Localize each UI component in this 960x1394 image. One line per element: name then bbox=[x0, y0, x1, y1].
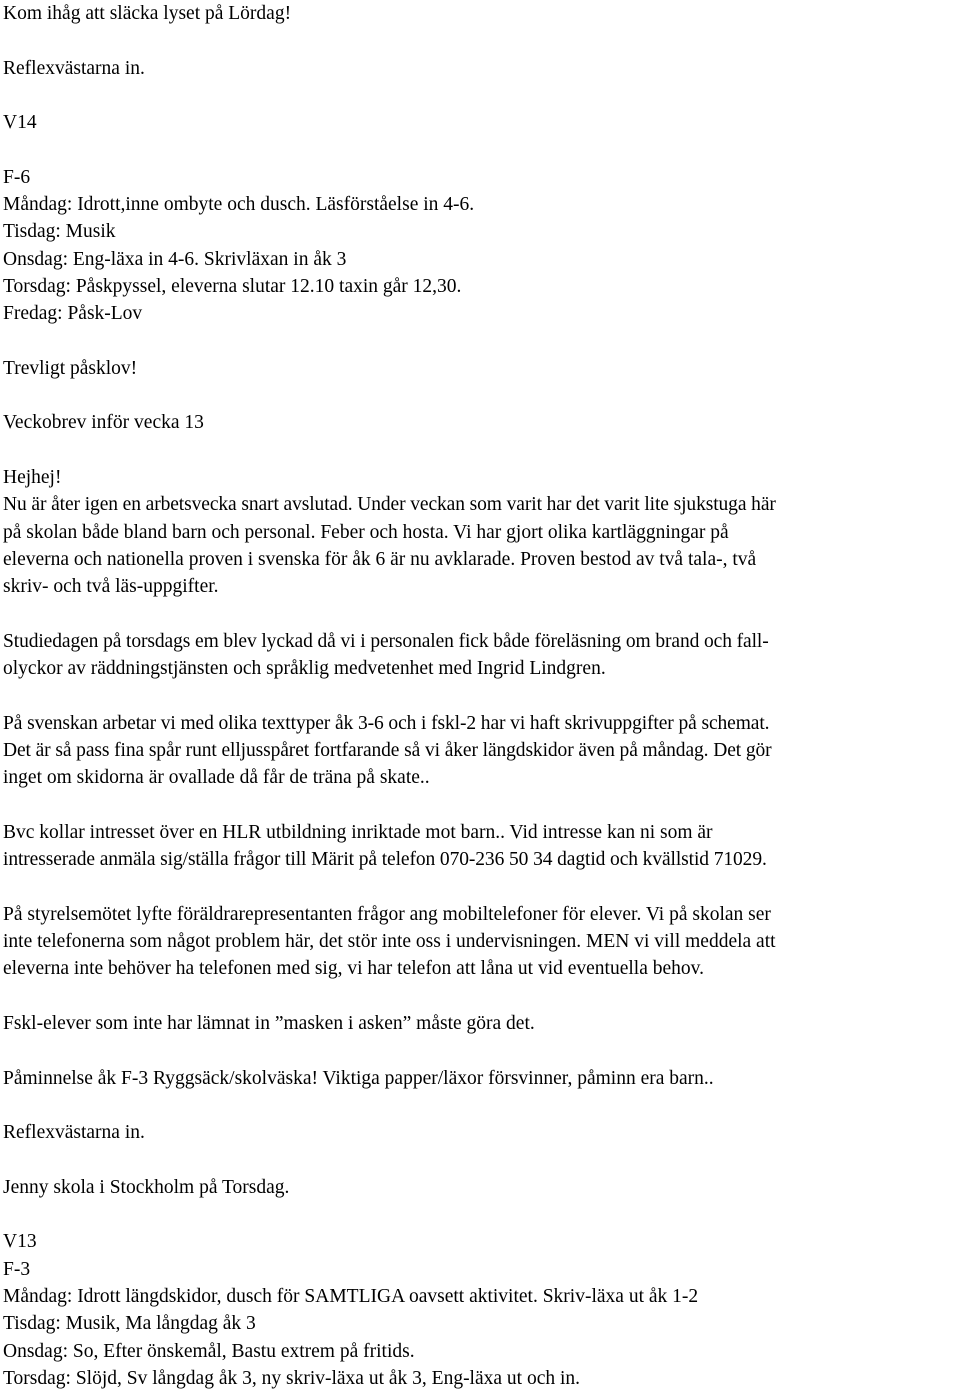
paragraph-line: På styrelsemötet lyfte föräldrarepresentanten frågor ang mobiltelefoner för elever. Vi på skolan ser bbox=[3, 903, 771, 925]
paragraph-line: Påminnelse åk F-3 Ryggsäck/skolväska! Viktiga papper/läxor försvinner, påminn era barn.. bbox=[3, 1067, 714, 1089]
reminder-line: Reflexvästarna in. bbox=[3, 57, 145, 79]
paragraph-line: skriv- och två läs-uppgifter. bbox=[3, 576, 219, 598]
group-heading: F-6 bbox=[3, 166, 31, 188]
schedule-line: Måndag: Idrott,inne ombyte och dusch. Läsförståelse in 4-6. bbox=[3, 194, 475, 216]
paragraph-line: eleverna inte behöver ha telefonen med sig, vi har telefon att låna ut vid eventuella behov. bbox=[3, 958, 705, 980]
paragraph-line: på skolan både bland barn och personal. Feber och hosta. Vi har gjort olika kartläggningar på bbox=[3, 521, 729, 543]
week-heading: V13 bbox=[3, 1231, 37, 1253]
paragraph-line: På svenskan arbetar vi med olika texttyper åk 3-6 och i fskl-2 har vi haft skrivuppgifter på schemat. bbox=[3, 712, 770, 734]
blank-line bbox=[3, 1092, 960, 1119]
paragraph-line: intresserade anmäla sig/ställa frågor till Märit på telefon 070-236 50 34 dagtid och kvällstid 71029. bbox=[3, 849, 767, 871]
schedule-line: Fredag: Påsk-Lov bbox=[3, 303, 143, 325]
blank-line bbox=[3, 437, 960, 464]
paragraph-line: Det är så pass fina spår runt elljusspåret fortfarande så vi åker längdskidor även på måndag. Det gör bbox=[3, 740, 772, 762]
blank-line bbox=[3, 1201, 960, 1228]
document-body bbox=[3, 0, 960, 1392]
blank-line bbox=[3, 682, 960, 709]
reminder-line: Kom ihåg att släcka lyset på Lördag! bbox=[3, 3, 292, 24]
blank-line bbox=[3, 328, 960, 355]
paragraph-line: Bvc kollar intresset över en HLR utbildning inriktade mot barn.. Vid intresse kan ni som är bbox=[3, 821, 713, 843]
blank-line bbox=[3, 1037, 960, 1064]
schedule-line: Torsdag: Påskpyssel, eleverna slutar 12.10 taxin går 12,30. bbox=[3, 275, 462, 297]
paragraph-line: Nu är åter igen en arbetsvecka snart avslutad. Under veckan som varit har det varit lite sjukstuga här bbox=[3, 494, 776, 516]
schedule-line: Tisdag: Musik, Ma långdag åk 3 bbox=[3, 1313, 256, 1335]
blank-line bbox=[3, 27, 960, 54]
blank-line bbox=[3, 983, 960, 1010]
blank-line bbox=[3, 382, 960, 409]
blank-line bbox=[3, 1146, 960, 1173]
blank-line bbox=[3, 601, 960, 628]
greeting-line: Trevligt påsklov! bbox=[3, 357, 138, 379]
paragraph-line: olyckor av räddningstjänsten och språklig medvetenhet med Ingrid Lindgren. bbox=[3, 658, 606, 680]
schedule-line: Måndag: Idrott längdskidor, dusch för SAMTLIGA oavsett aktivitet. Skriv-läxa ut åk 1-2 bbox=[3, 1285, 699, 1307]
week-heading: V14 bbox=[3, 112, 37, 134]
paragraph-line: Jenny skola i Stockholm på Torsdag. bbox=[3, 1176, 290, 1198]
paragraph-line: inte telefonerna som något problem här, det stör inte oss i undervisningen. MEN vi vill meddela att bbox=[3, 931, 776, 953]
paragraph-line: inget om skidorna är ovallade då får de träna på skate.. bbox=[3, 767, 430, 789]
paragraph-line: Fskl-elever som inte har lämnat in ”masken i asken” måste göra det. bbox=[3, 1012, 535, 1034]
blank-line bbox=[3, 136, 960, 163]
greeting-line: Hejhej! bbox=[3, 467, 62, 489]
schedule-line: Onsdag: So, Efter önskemål, Bastu extrem på fritids. bbox=[3, 1340, 415, 1362]
blank-line bbox=[3, 82, 960, 109]
blank-line bbox=[3, 792, 960, 819]
paragraph-line: Studiedagen på torsdags em blev lyckad då vi i personalen fick både föreläsning om brand och fall- bbox=[3, 630, 769, 652]
paragraph-line: eleverna och nationella proven i svenska för åk 6 är nu avklarade. Proven bestod av två tala-, två bbox=[3, 548, 757, 570]
blank-line bbox=[3, 874, 960, 901]
schedule-line: Torsdag: Slöjd, Sv långdag åk 3, ny skriv-läxa ut åk 3, Eng-läxa ut och in. bbox=[3, 1367, 581, 1389]
reminder-line: Reflexvästarna in. bbox=[3, 1122, 145, 1144]
group-heading: F-3 bbox=[3, 1258, 31, 1280]
schedule-line: Onsdag: Eng-läxa in 4-6. Skrivläxan in åk 3 bbox=[3, 248, 347, 270]
newsletter-title: Veckobrev inför vecka 13 bbox=[3, 412, 204, 434]
schedule-line: Tisdag: Musik bbox=[3, 221, 116, 243]
